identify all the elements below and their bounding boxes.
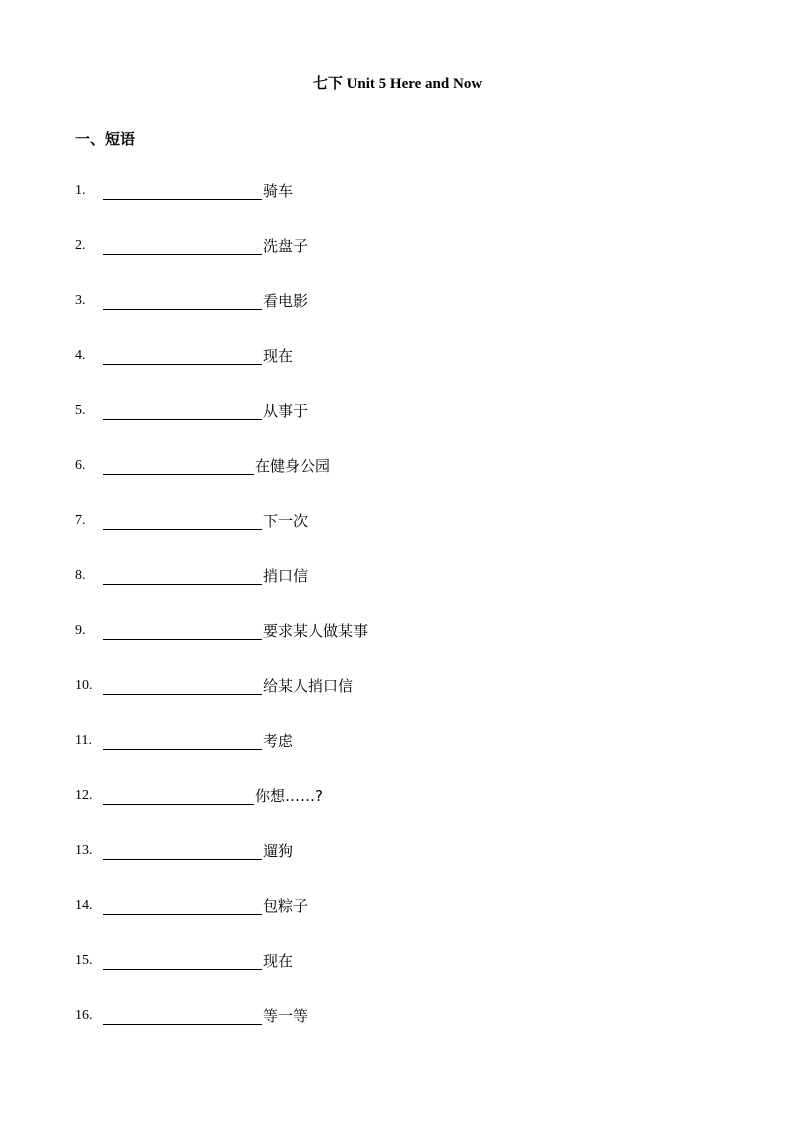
- item-number: 6.: [75, 458, 86, 473]
- item-number: 10.: [75, 678, 93, 693]
- section-heading: 一、短语: [75, 130, 136, 148]
- answer-blank[interactable]: [103, 675, 262, 695]
- item-number: 15.: [75, 953, 93, 968]
- item-prompt: 现在: [263, 347, 294, 365]
- list-item: [0, 950, 795, 1005]
- answer-blank[interactable]: [103, 510, 262, 530]
- answer-blank[interactable]: [103, 235, 262, 255]
- page-title: 七下 Unit 5 Here and Now: [312, 76, 483, 92]
- answer-blank[interactable]: [103, 840, 262, 860]
- item-number: 7.: [75, 513, 86, 528]
- item-prompt: 要求某人做某事: [263, 622, 369, 640]
- answer-blank[interactable]: [103, 345, 262, 365]
- list-item: [0, 895, 795, 950]
- item-number: 12.: [75, 788, 93, 803]
- item-number: 14.: [75, 898, 93, 913]
- item-prompt: 骑车: [263, 182, 294, 200]
- item-prompt: 等一等: [263, 1007, 309, 1025]
- item-prompt: 从事于: [263, 402, 309, 420]
- item-number: 3.: [75, 293, 86, 308]
- answer-blank[interactable]: [103, 1005, 262, 1025]
- item-number: 5.: [75, 403, 86, 418]
- item-number: 9.: [75, 623, 86, 638]
- list-item: [0, 840, 795, 895]
- list-item: [0, 675, 795, 730]
- list-item: [0, 455, 795, 510]
- item-number: 2.: [75, 238, 86, 253]
- list-item: [0, 620, 795, 675]
- answer-blank[interactable]: [103, 620, 262, 640]
- list-item: [0, 180, 795, 235]
- list-item: [0, 1005, 795, 1060]
- item-prompt: 捎口信: [263, 567, 309, 585]
- list-item: [0, 565, 795, 620]
- item-number: 16.: [75, 1008, 93, 1023]
- answer-blank[interactable]: [103, 400, 262, 420]
- answer-blank[interactable]: [103, 895, 262, 915]
- item-prompt: 现在: [263, 952, 294, 970]
- item-prompt: 你想……?: [255, 787, 323, 805]
- list-item: [0, 290, 795, 345]
- answer-blank[interactable]: [103, 565, 262, 585]
- item-number: 4.: [75, 348, 86, 363]
- item-number: 8.: [75, 568, 86, 583]
- item-prompt: 包粽子: [263, 897, 309, 915]
- answer-blank[interactable]: [103, 290, 262, 310]
- answer-blank[interactable]: [103, 180, 262, 200]
- item-number: 1.: [75, 183, 86, 198]
- item-prompt: 给某人捎口信: [263, 677, 354, 695]
- list-item: [0, 730, 795, 785]
- list-item: [0, 345, 795, 400]
- item-prompt: 考虑: [263, 732, 294, 750]
- item-prompt: 下一次: [263, 512, 309, 530]
- item-prompt: 在健身公园: [255, 457, 331, 475]
- item-number: 13.: [75, 843, 93, 858]
- item-prompt: 遛狗: [263, 842, 294, 860]
- item-prompt: 洗盘子: [263, 237, 309, 255]
- list-item: [0, 785, 795, 840]
- item-number: 11.: [75, 733, 92, 748]
- answer-blank[interactable]: [103, 950, 262, 970]
- answer-blank[interactable]: [103, 785, 254, 805]
- list-item: [0, 510, 795, 565]
- list-item: [0, 400, 795, 455]
- answer-blank[interactable]: [103, 730, 262, 750]
- item-prompt: 看电影: [263, 292, 309, 310]
- phrase-list: [0, 180, 795, 1060]
- list-item: [0, 235, 795, 290]
- answer-blank[interactable]: [103, 455, 254, 475]
